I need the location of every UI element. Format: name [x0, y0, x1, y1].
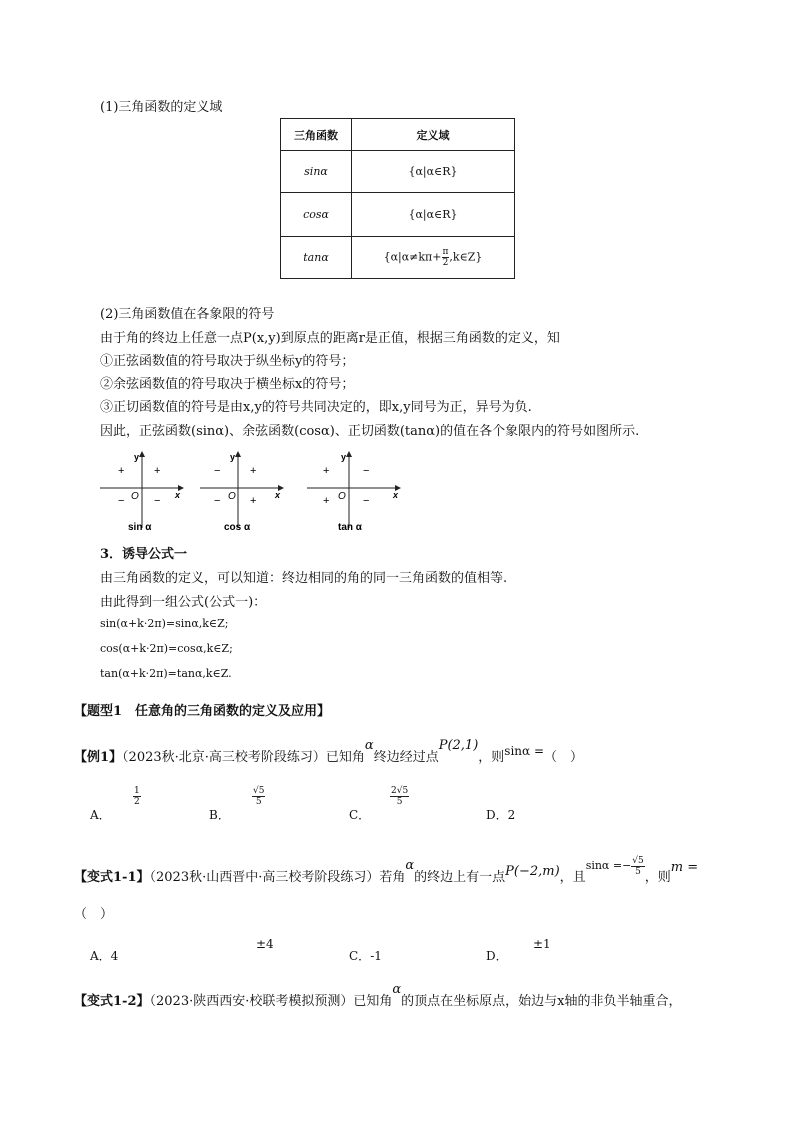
diagram-caption: sin α — [128, 522, 152, 533]
fraction — [133, 786, 141, 807]
ask-expression: sinα = — [504, 744, 544, 758]
q3-sign: − — [214, 495, 221, 507]
fraction-numerator: √5 — [253, 786, 265, 796]
sin-quadrant-diagram — [98, 448, 188, 536]
answer-paren: （ ） — [74, 907, 114, 922]
option-d-label: D． — [486, 808, 508, 822]
q3-sign: − — [118, 495, 125, 507]
domain-table — [280, 118, 515, 279]
option-c-value: -1 — [370, 949, 382, 963]
table-cell-fn: tanα — [281, 237, 352, 279]
section-heading-domain: (1)三角函数的定义域 — [100, 100, 223, 115]
option-d — [486, 806, 515, 823]
section-heading-induction: 3．诱导公式一 — [100, 547, 188, 562]
fraction-denominator: 5 — [255, 797, 262, 807]
paragraph-line: 由三角函数的定义，可以知道：终边相同的角的同一三角函数的值相等. — [100, 571, 508, 586]
fraction — [631, 856, 644, 877]
q2-sign: + — [118, 465, 125, 477]
question-type-heading: 【题型1 任意角的三角函数的定义及应用】 — [74, 704, 331, 719]
paragraph-line: 因此，正弦函数(sinα)、余弦函数(cosα)、正切函数(tanα)的值在各个象限内的符号如图所示. — [100, 424, 640, 439]
paragraph-line: ③正切函数值的符号是由x,y的符号共同决定的，即x,y同号为正，异号为负. — [100, 400, 532, 415]
domain-tan-post: ,k∈Z} — [449, 250, 483, 264]
m-expression: m = — [670, 860, 699, 875]
alpha-symbol: α — [392, 982, 402, 997]
formula-tan: tan(α+k·2π)=tanα,k∈Z. — [100, 667, 232, 680]
paragraph-line: 由于角的终边上任意一点P(x,y)到原点的距离r是正值，根据三角函数的定义，知 — [100, 331, 560, 346]
option-a-value — [133, 786, 141, 807]
paragraph-line: ①正弦函数值的符号取决于纵坐标y的符号； — [100, 354, 355, 369]
option-a-value: 4 — [110, 949, 119, 963]
x-axis-label: x — [275, 490, 281, 500]
q4-sign: − — [154, 495, 161, 507]
fraction — [390, 786, 409, 807]
question-source: （2023秋·山西晋中·高三校考阶段练习）若角 — [149, 870, 406, 885]
q2-sign: + — [323, 465, 330, 477]
question-text: 终边经过点 — [373, 750, 439, 765]
answer-paren: （ ） — [544, 750, 584, 765]
x-axis-label: x — [393, 490, 399, 500]
fraction-numerator: 2√5 — [391, 786, 409, 796]
domain-tan-pre: {α|α≠kπ+ — [383, 250, 442, 264]
table-header-function: 三角函数 — [281, 119, 352, 151]
question-tag: 【例1】 — [74, 750, 123, 765]
alpha-symbol: α — [405, 858, 415, 873]
table-cell-domain — [352, 237, 515, 279]
fraction-denominator: 5 — [635, 866, 641, 877]
paragraph-line: ②余弦函数值的符号取决于横坐标x的符号； — [100, 377, 355, 392]
option-d-value: ±1 — [533, 937, 551, 951]
table-header-domain: 定义域 — [352, 119, 515, 151]
point-expression: P(2,1) — [438, 738, 479, 753]
question-text: 的顶点在坐标原点，始边与x轴的非负半轴重合， — [401, 994, 682, 1009]
diagram-caption: cos α — [224, 522, 251, 533]
fraction — [252, 786, 265, 807]
question-text: 的终边上有一点 — [414, 870, 506, 885]
option-b-value — [252, 786, 265, 807]
question-text: ，且 — [559, 870, 586, 885]
question-source: （2023秋·北京·高三校考阶段练习）已知角 — [122, 750, 365, 765]
q1-sign: + — [250, 465, 257, 477]
condition-pre: sinα =− — [585, 859, 632, 872]
tan-quadrant-diagram — [305, 448, 405, 536]
formula-cos: cos(α+k·2π)=cosα,k∈Z; — [100, 642, 233, 655]
question-text: ，则 — [478, 750, 505, 765]
option-c-value — [390, 786, 409, 807]
table-cell-domain: {α|α∈R} — [352, 151, 515, 193]
y-axis-label: y — [341, 452, 347, 462]
point-expression: P(−2,m) — [505, 864, 560, 879]
origin-label: O — [131, 491, 139, 502]
fraction-numerator: π — [442, 247, 449, 257]
option-d-value: 2 — [507, 808, 516, 822]
option-b-value: ±4 — [256, 937, 274, 951]
diagram-caption: tan α — [338, 522, 362, 533]
table-cell-fn: cosα — [281, 193, 352, 237]
q1-sign: + — [154, 465, 161, 477]
alpha-symbol: α — [364, 738, 374, 753]
option-c — [349, 947, 382, 964]
variant-1-2-stem — [74, 982, 682, 1009]
option-b-label: B． — [209, 808, 230, 822]
fraction-denominator: 2 — [442, 258, 449, 268]
option-a-label: A． — [90, 808, 111, 822]
origin-label: O — [228, 491, 236, 502]
fraction-denominator: 2 — [134, 797, 140, 807]
origin-label: O — [338, 491, 346, 502]
question-tag: 【变式1-2】 — [74, 994, 150, 1009]
table-cell-domain: {α|α∈R} — [352, 193, 515, 237]
question-tag: 【变式1-1】 — [74, 870, 150, 885]
option-a-label: A． — [90, 949, 111, 963]
condition-expression — [585, 855, 645, 877]
section-heading-signs: (2)三角函数值在各象限的符号 — [100, 307, 275, 322]
fraction-numerator: 1 — [134, 786, 140, 796]
question-source: （2023·陕西西安·校联考模拟预测）已知角 — [149, 994, 393, 1009]
q1-sign: − — [363, 465, 370, 477]
q2-sign: − — [214, 465, 221, 477]
formula-sin: sin(α+k·2π)=sinα,k∈Z; — [100, 617, 229, 630]
fraction-denominator: 5 — [396, 797, 403, 807]
q3-sign: + — [323, 495, 330, 507]
x-axis-label: x — [175, 490, 181, 500]
paragraph-line: 由此得到一组公式(公式一)： — [100, 595, 267, 610]
example-1-stem — [74, 738, 584, 765]
option-c-label: C． — [349, 808, 371, 822]
q4-sign: + — [250, 495, 257, 507]
q4-sign: − — [363, 495, 370, 507]
option-d-label: D． — [486, 949, 508, 963]
table-cell-fn: sinα — [281, 151, 352, 193]
question-text: ，则 — [644, 870, 671, 885]
option-a — [90, 947, 118, 964]
y-axis-label: y — [134, 452, 140, 462]
fraction-numerator: √5 — [632, 855, 644, 866]
option-c-label: C． — [349, 949, 371, 963]
y-axis-label: y — [230, 452, 236, 462]
cos-quadrant-diagram — [198, 448, 288, 536]
